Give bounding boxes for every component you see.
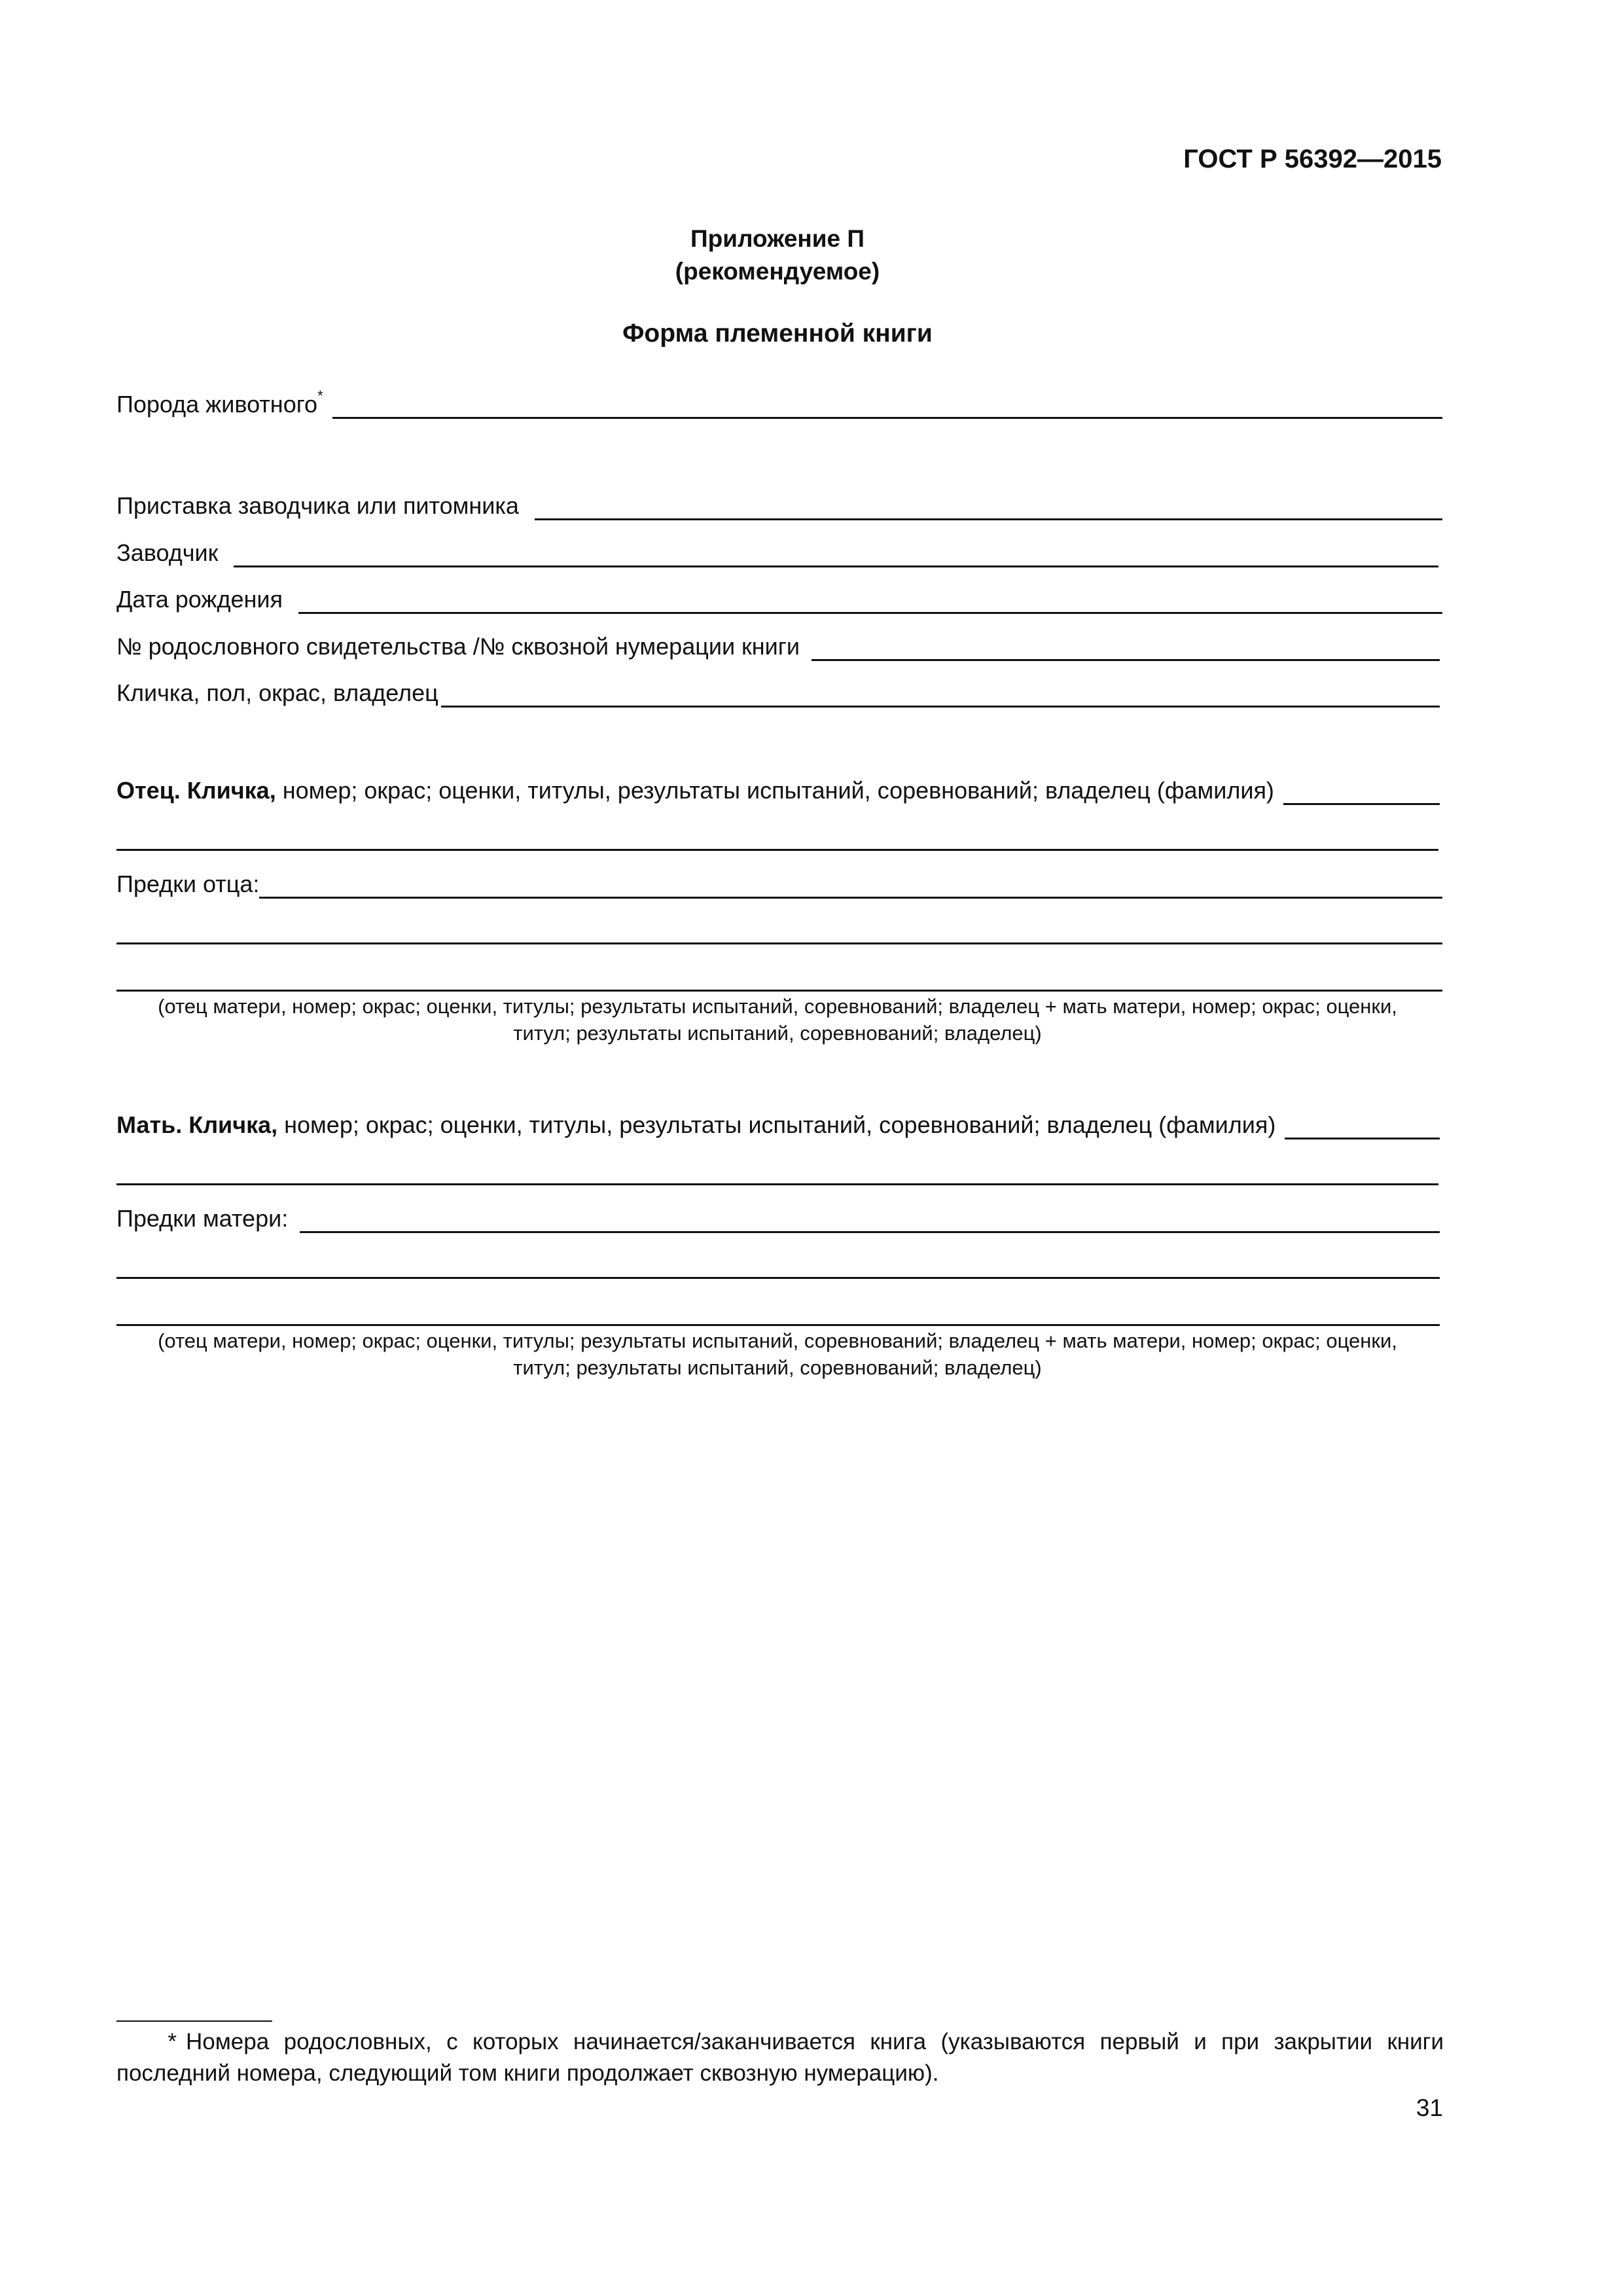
birth-date-field[interactable] xyxy=(298,611,1442,614)
father-ancestors-line[interactable] xyxy=(116,990,1442,992)
mother-ancestors-row xyxy=(116,1207,1440,1233)
mother-field[interactable] xyxy=(1285,1137,1440,1139)
page-number: 31 xyxy=(1416,2094,1443,2121)
pedigree-number-label: № родословного свидетельства /№ сквозной нумерации книги xyxy=(116,633,800,660)
mother-row xyxy=(116,1113,1440,1139)
name-sex-color-owner-field[interactable] xyxy=(441,705,1440,708)
breed-row xyxy=(116,387,1442,419)
name-sex-color-owner-label: Кличка, пол, окрас, владелец xyxy=(116,679,438,706)
appendix-title: Приложение П xyxy=(690,225,865,252)
breed-label: Порода животного* xyxy=(116,387,323,418)
father-field[interactable] xyxy=(1283,802,1440,805)
footnote-ref: * xyxy=(317,387,323,404)
prefix-row xyxy=(116,494,1442,520)
mother-heading: Мать. Кличка, номер; окрас; оценки, титулы, результаты испытаний, соревнований; владелец (фамилия) xyxy=(116,1111,1276,1138)
breeder-field[interactable] xyxy=(234,565,1438,567)
footnote-mark: * xyxy=(168,2029,177,2054)
breeder-label: Заводчик xyxy=(116,539,219,566)
mother-ancestors-caption: (отец матери, номер; окрас; оценки, титулы; результаты испытаний, соревнований; владелец + мать матери, номер; окрас; оценки, титул; результаты испытаний, соревнований; владелец) xyxy=(158,1329,1397,1379)
mother-field-line[interactable] xyxy=(116,1183,1438,1185)
document-id: ГОСТ Р 56392—2015 xyxy=(1183,145,1442,173)
birth-date-label: Дата рождения xyxy=(116,586,283,613)
prefix-field[interactable] xyxy=(535,518,1442,520)
mother-ancestors-field[interactable] xyxy=(300,1230,1440,1233)
father-row xyxy=(116,779,1440,805)
appendix-type: (рекомендуемое) xyxy=(675,258,880,285)
pedigree-number-row xyxy=(116,635,1440,661)
father-ancestors-row xyxy=(116,872,1442,899)
footnote-text: Номера родословных, с которых начинается/заканчивается книга (указываются первый и при закрытии книги последний номера, следующий том книги продолжает сквозную нумерацию). xyxy=(116,2029,1444,2087)
father-heading: Отец. Кличка, номер; окрас; оценки, титулы, результаты испытаний, соревнований; владелец (фамилия) xyxy=(116,777,1274,804)
footnote xyxy=(116,2026,1444,2090)
birth-date-row xyxy=(116,588,1442,614)
father-ancestors-line[interactable] xyxy=(116,942,1442,944)
father-ancestors-label: Предки отца: xyxy=(116,870,260,897)
mother-ancestors-label: Предки матери: xyxy=(116,1205,289,1232)
footnote-separator xyxy=(116,2020,272,2022)
mother-ancestors-line[interactable] xyxy=(116,1277,1440,1279)
breeder-row xyxy=(116,541,1438,567)
mother-ancestors-line[interactable] xyxy=(116,1324,1440,1326)
form-title: Форма племенной книги xyxy=(622,319,933,348)
prefix-label: Приставка заводчика или питомника xyxy=(116,492,519,519)
pedigree-number-field[interactable] xyxy=(812,658,1440,661)
breed-field[interactable] xyxy=(332,416,1442,419)
father-ancestors-caption: (отец матери, номер; окрас; оценки, титулы; результаты испытаний, соревнований; владелец + мать матери, номер; окрас; оценки, титул; результаты испытаний, соревнований; владелец) xyxy=(158,995,1397,1045)
name-sex-color-owner-row xyxy=(116,681,1440,708)
father-field-line[interactable] xyxy=(116,849,1438,851)
father-ancestors-field[interactable] xyxy=(259,896,1442,899)
